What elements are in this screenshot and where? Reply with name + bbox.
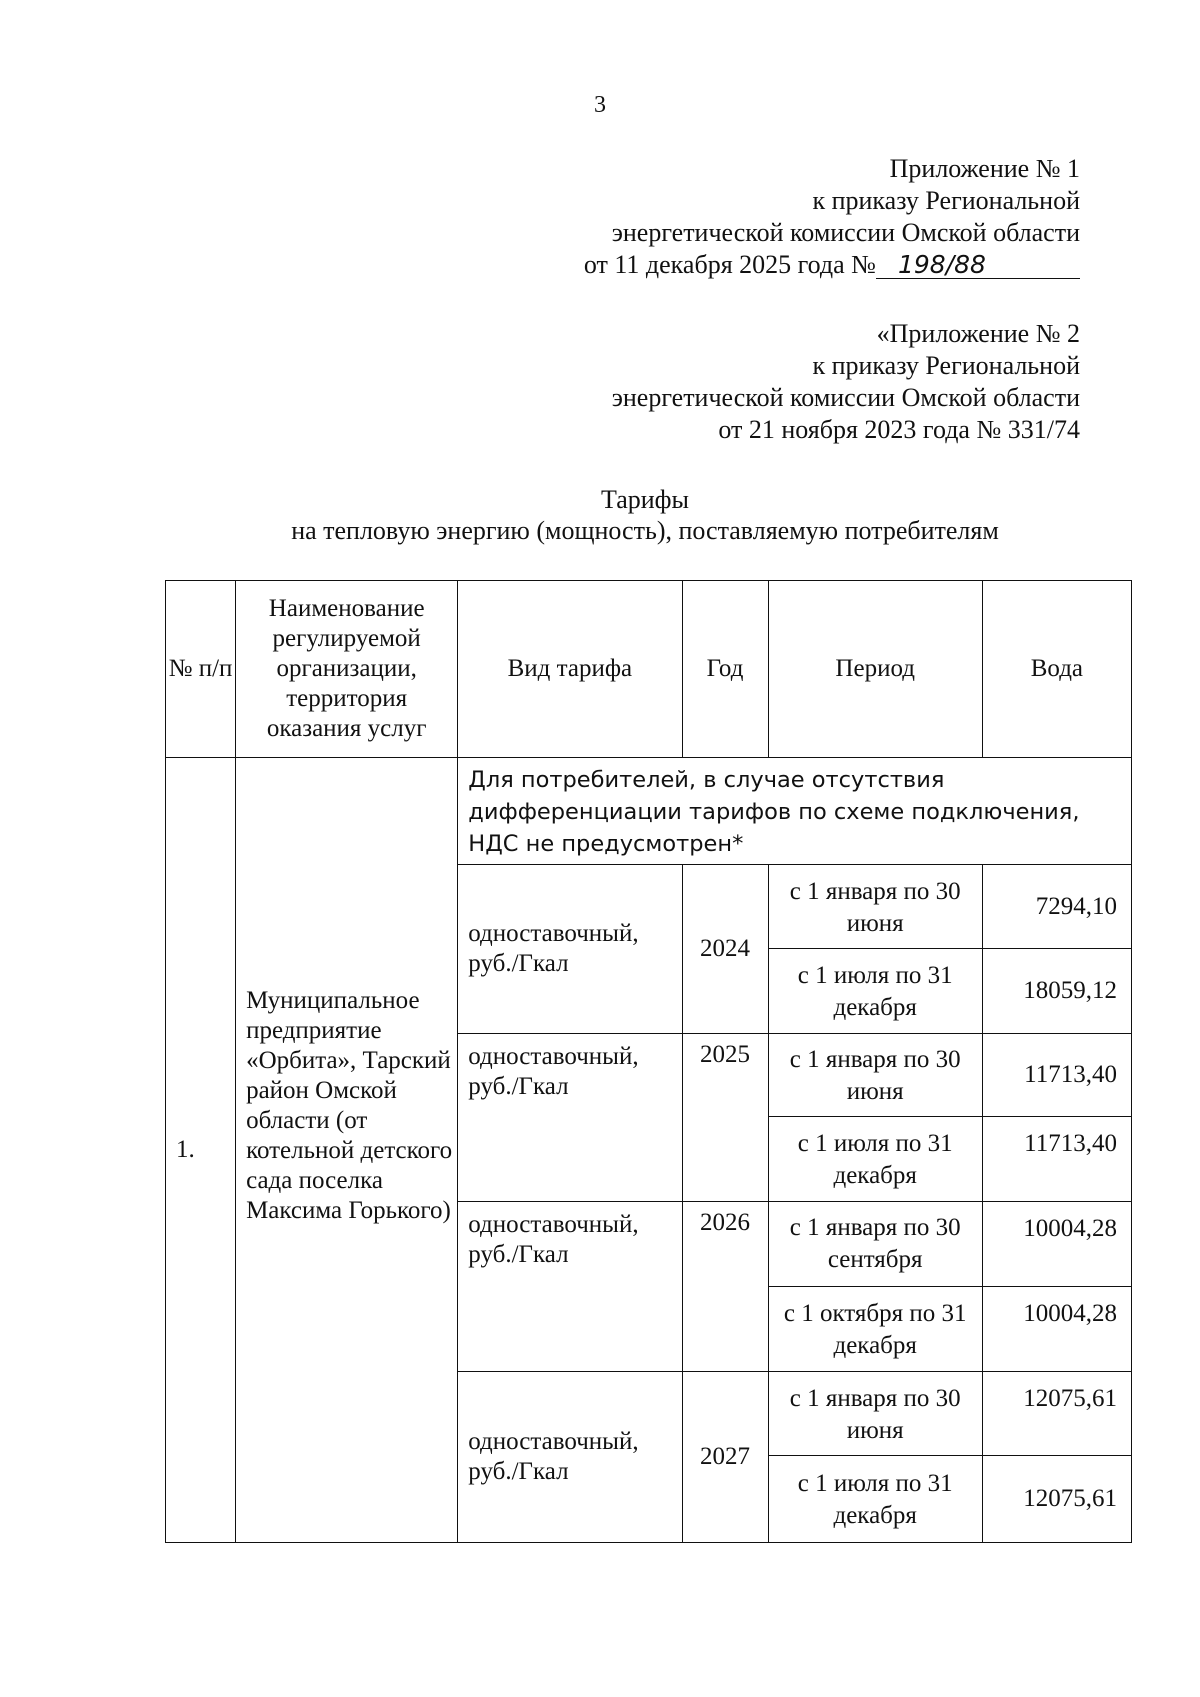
header-number: № п/п (166, 581, 236, 758)
water-value-cell: 7294,10 (982, 865, 1131, 949)
tariff-type-cell: одноставочный, руб./Гкал (458, 1202, 682, 1372)
tariff-type-cell: одноставочный, руб./Гкал (458, 1034, 682, 1202)
appendix-1-line-4 (584, 249, 1080, 281)
water-value-cell: 12075,61 (982, 1456, 1131, 1543)
consumer-note: Для потребителей, в случае отсутствия дифференциации тарифов по схеме подключения, НДС не предусмотрен* (458, 758, 1132, 865)
table-row (166, 758, 1132, 865)
header-water: Вода (982, 581, 1131, 758)
year-cell: 2027 (682, 1372, 768, 1543)
year-cell: 2024 (682, 865, 768, 1034)
year-cell: 2026 (682, 1202, 768, 1372)
row-number: 1. (166, 758, 236, 1543)
header-organization: Наименование регулируемой организации, территория оказания услуг (236, 581, 458, 758)
handwritten-order-number: 198/88 (876, 252, 1080, 279)
period-cell: с 1 июля по 31 декабря (768, 1117, 982, 1202)
period-cell: с 1 октября по 31 декабря (768, 1287, 982, 1372)
appendix-1-line-2: к приказу Региональной (812, 186, 1080, 215)
water-value-cell: 10004,28 (982, 1287, 1131, 1372)
title-line-1: Тарифы (600, 485, 689, 514)
water-value-cell: 11713,40 (982, 1034, 1131, 1117)
appendix-1-line-1: Приложение № 1 (889, 154, 1080, 183)
table-header-row (166, 581, 1132, 758)
period-cell: с 1 января по 30 сентября (768, 1202, 982, 1287)
water-value-cell: 12075,61 (982, 1372, 1131, 1456)
period-cell: с 1 января по 30 июня (768, 1034, 982, 1117)
header-year: Год (682, 581, 768, 758)
year-cell: 2025 (682, 1034, 768, 1202)
document-title (0, 484, 1200, 546)
period-cell: с 1 января по 30 июня (768, 1372, 982, 1456)
header-tariff-type: Вид тарифа (458, 581, 682, 758)
water-value-cell: 10004,28 (982, 1202, 1131, 1287)
appendix-1-date: от 11 декабря 2025 года № (583, 250, 876, 279)
header-period: Период (768, 581, 982, 758)
period-cell: с 1 июля по 31 декабря (768, 949, 982, 1034)
appendix-2-header (612, 318, 1080, 446)
period-cell: с 1 июля по 31 декабря (768, 1456, 982, 1543)
appendix-2-line-2: к приказу Региональной (812, 351, 1080, 380)
tariff-type-cell: одноставочный, руб./Гкал (458, 865, 682, 1034)
period-cell: с 1 января по 30 июня (768, 865, 982, 949)
tariff-table (165, 580, 1132, 1543)
page-number: 3 (594, 92, 606, 118)
title-line-2: на тепловую энергию (мощность), поставляемую потребителям (291, 516, 999, 545)
water-value-cell: 11713,40 (982, 1117, 1131, 1202)
appendix-2-line-1: «Приложение № 2 (876, 319, 1080, 348)
tariff-type-cell: одноставочный, руб./Гкал (458, 1372, 682, 1543)
appendix-2-line-4: от 21 ноября 2023 года № 331/74 (718, 415, 1080, 444)
water-value-cell: 18059,12 (982, 949, 1131, 1034)
appendix-1-line-3: энергетической комиссии Омской области (611, 218, 1080, 247)
appendix-1-header (584, 153, 1080, 281)
appendix-2-line-3: энергетической комиссии Омской области (611, 383, 1080, 412)
organization-name: Муниципальное предприятие «Орбита», Тарский район Омской области (от котельной детского сада поселка Максима Горького) (236, 758, 458, 1543)
